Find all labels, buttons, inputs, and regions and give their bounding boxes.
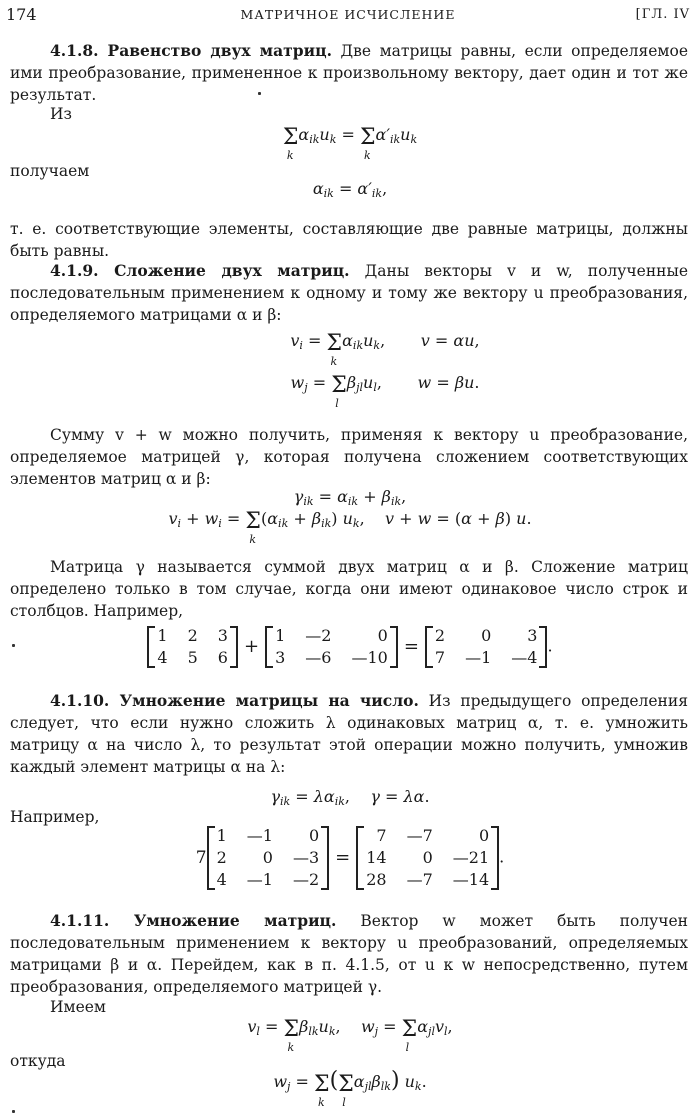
formula-gamma: $\gamma_{ik} = \alpha_{ik} + \beta_{ik}$, <box>293 487 407 508</box>
paragraph-text: Вектор w может быть получен последовательным применением к вектору u преобразований, определяемых матрицами β и α. Перейдем, как в п. 4.1.5, от u к w непосредственно, путем преобразования, определяемого матрицей γ. <box>10 912 688 996</box>
matrix-product-result: 7 —7 0 14 0 —21 28 —7 —14 <box>356 826 499 890</box>
formula-w: $w_j = \Sigma$ l $\beta_{jl}u_l$, w = βu. <box>290 373 480 410</box>
text-imeem: Имеем <box>50 998 106 1016</box>
running-header <box>6 4 690 26</box>
text-naprimer: Например, <box>10 808 100 826</box>
section-heading-4-1-11: 4.1.11. Умножение матриц. <box>50 911 337 930</box>
example-scalar-multiplication: 7 1 —1 0 2 0 —3 4 —1 —2 = 7 —7 0 14 0 —21 28 —7 —14 . <box>195 826 505 889</box>
formula-v: $v_i = \Sigma$ k $\alpha_{ik}u_k$, v = αu, <box>290 331 480 368</box>
formula-w-product: $w_j = \Sigma$ k (Σ l $\alpha_{jl}\beta_{lk}$) $u_k$. <box>273 1068 427 1109</box>
matrix-sum-result: 2 0 3 7 —1 —4 <box>425 626 548 668</box>
formula-scalar-mult: $\gamma_{ik} = \lambda\alpha_{ik}$, γ = λα. <box>270 787 430 808</box>
print-speck <box>12 644 15 647</box>
formula-equal-elements: $\alpha_{ik} = \alpha'_{ik}$, <box>312 179 388 200</box>
formula-v-w-compose: $v_l = \Sigma$ k $\beta_{lk}u_k$, $w_j = \Sigma$ l $\alpha_{jl}v_l$, <box>247 1017 453 1054</box>
paragraph-4-1-11 <box>10 910 688 998</box>
example-matrix-addition: 1 2 3 4 5 6 + 1 —2 0 3 —6 —10 = 2 0 3 7 —1 —4 . <box>0 626 700 668</box>
paragraph-matrix-sum: Матрица γ называется суммой двух матриц α и β. Сложение матриц определено только в том случае, когда они имеют одинаковое число строк и столбцов. Например, <box>10 558 688 620</box>
chapter-label: [ГЛ. IV <box>635 7 690 22</box>
paragraph-sum: Сумму v + w можно получить, применяя к вектору u преобразование, определяемое матрицей γ, которая получена сложением соответствующих элементов матриц α и β: <box>10 426 688 488</box>
paragraph-text: Из предыдущего определения следует, что если нужно сложить λ одинаковых матриц α, т. е. умножить матрицу α на число λ, то результат этой операции можно получить, умножив каждый элемент матрицы α на λ: <box>10 692 688 776</box>
matrix-a-3x3: 1 —1 0 2 0 —3 4 —1 —2 <box>207 826 330 890</box>
text-poluchaem: получаем <box>10 162 90 180</box>
print-speck <box>258 92 261 95</box>
paragraph-conclusion: т. е. соответствующие элементы, составляющие две равные матрицы, должны быть равны. <box>10 220 688 260</box>
running-title: МАТРИЧНОЕ ИСЧИСЛЕНИЕ <box>240 7 456 22</box>
formula-equal-transform: Σ k $\alpha_{ik}u_k = \Sigma$ k $\alpha'_{ik}u_k$ <box>282 125 418 162</box>
section-heading-4-1-8: 4.1.8. Равенство двух матриц. <box>50 41 332 60</box>
section-heading-4-1-9: 4.1.9. Сложение двух матриц. <box>50 261 350 280</box>
paragraph-4-1-8 <box>10 40 688 106</box>
print-speck <box>12 1110 15 1113</box>
paragraph-4-1-10 <box>10 690 688 778</box>
paragraph-text: Две матрицы равны, если определяемое ими преобразование, примененное к произвольному вектору, дает один и тот же результат. <box>10 42 688 104</box>
paragraph-text: Даны векторы v и w, полученные последовательным применением к одному и тому же вектору u преобразования, определяемого матрицами α и β: <box>10 262 688 324</box>
matrix-a: 1 2 3 4 5 6 <box>147 626 238 668</box>
text-iz: Из <box>50 105 72 123</box>
section-heading-4-1-10: 4.1.10. Умножение матрицы на число. <box>50 691 419 710</box>
formula-sum-vw: $v_i + w_i = \Sigma$ k $(\alpha_{ik} + \beta_{ik})$ $u_k$, v + w = (α + β) u. <box>168 509 532 546</box>
matrix-b: 1 —2 0 3 —6 —10 <box>265 626 398 668</box>
paragraph-4-1-9 <box>10 260 688 326</box>
text-otkuda: откуда <box>10 1052 66 1070</box>
page-number: 174 <box>6 5 37 24</box>
scalar: 7 <box>195 848 207 868</box>
